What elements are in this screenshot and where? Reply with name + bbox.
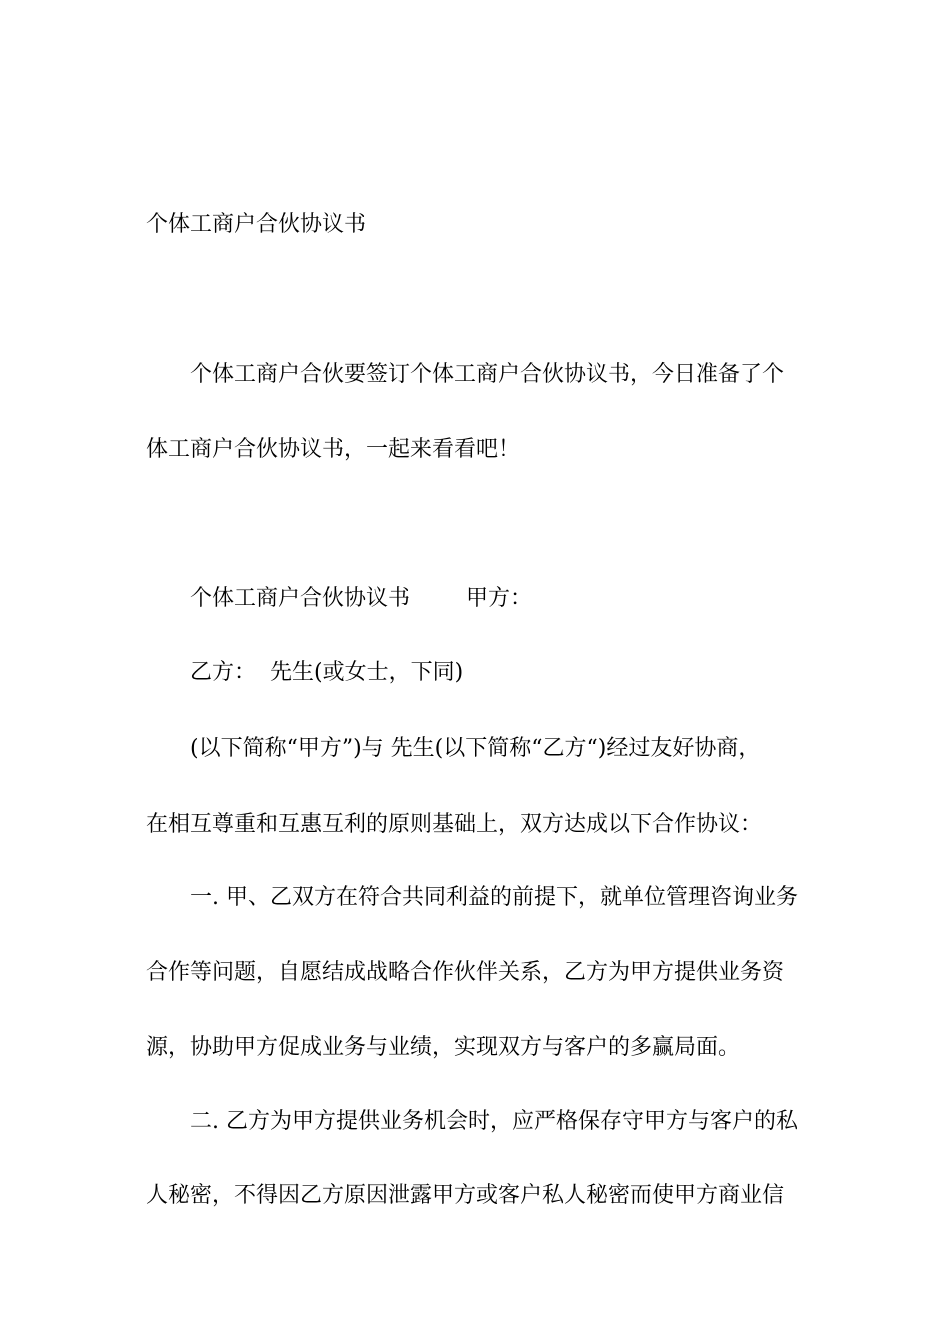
party-b-line: 乙方： 先生(或女士，下同) (190, 660, 464, 685)
clause-one-line: 源，协助甲方促成业务与业绩，实现双方与客户的多赢局面。 (146, 1035, 741, 1060)
clause-two-line: 人秘密，不得因乙方原因泄露甲方或客户私人秘密而使甲方商业信 (146, 1183, 785, 1208)
intro-paragraph-line: 个体工商户合伙要签订个体工商户合伙协议书，今日准备了个 (190, 362, 785, 387)
clause-one-line: 合作等问题，自愿结成战略合作伙伴关系，乙方为甲方提供业务资 (146, 960, 785, 985)
document-title: 个体工商户合伙协议书 (146, 212, 367, 237)
intro-paragraph-line: 体工商户合伙协议书，一起来看看吧！ (146, 437, 521, 462)
clause-two-line: 二. 乙方为甲方提供业务机会时，应严格保存守甲方与客户的私 (190, 1109, 798, 1134)
agreement-heading-party-a: 个体工商户合伙协议书 甲方： (190, 586, 532, 611)
clause-one-line: 一. 甲、乙双方在符合共同利益的前提下，就单位管理咨询业务 (190, 885, 798, 910)
preamble-line: 在相互尊重和互惠互利的原则基础上，双方达成以下合作协议： (146, 812, 763, 837)
preamble-line: (以下简称“甲方”)与 先生(以下简称“乙方“)经过友好协商， (190, 736, 761, 761)
